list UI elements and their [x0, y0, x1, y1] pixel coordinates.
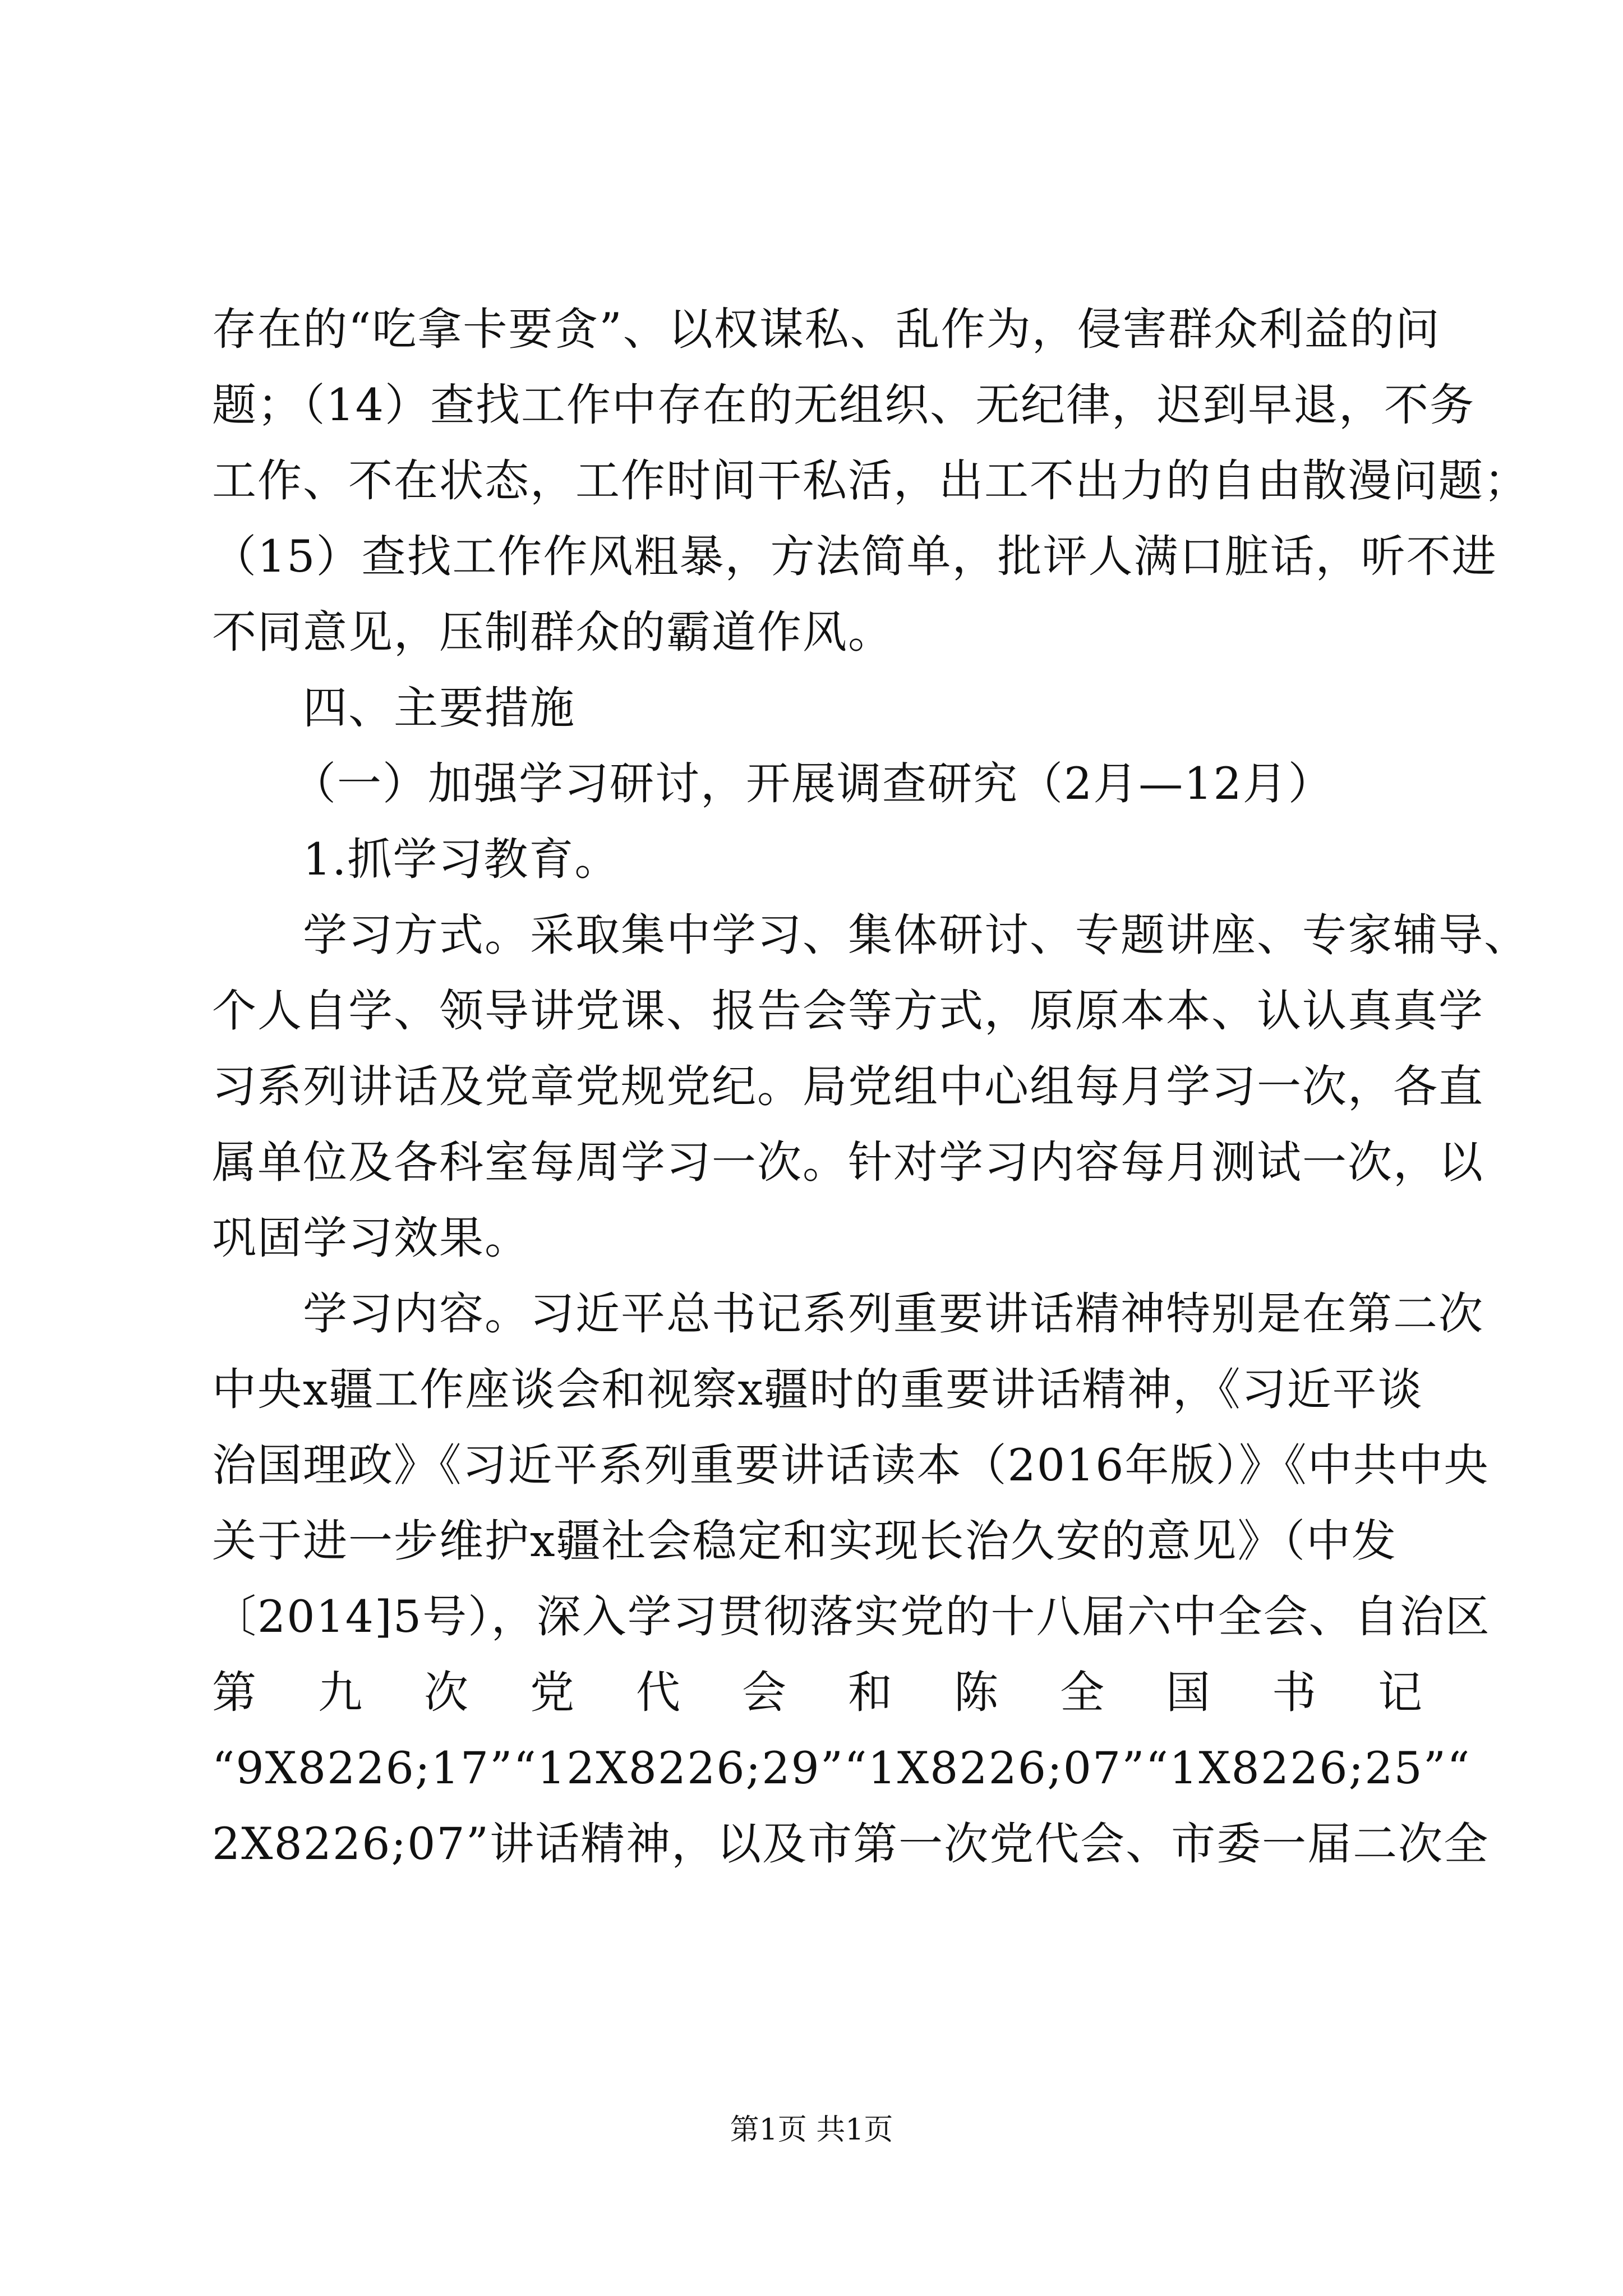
body-text-line-1: 存在的“吃拿卡要贪”、以权谋私、乱作为，侵害群众利益的问 [212, 303, 1441, 355]
spread-char: 陈 [954, 1667, 999, 1718]
paragraph-study-content-line-5: 〔2014]5号），深入学习贯彻落实党的十八届六中全会、自治区 [212, 1591, 1491, 1642]
spread-char: 国 [1166, 1667, 1211, 1718]
spread-char: 和 [848, 1667, 893, 1718]
paragraph-study-content-line-4: 关于进一步维护x疆社会稳定和实现长治久安的意见》（中发 [212, 1515, 1398, 1567]
body-text-line-5: 不同意见，压制群众的霸道作风。 [212, 606, 893, 658]
paragraph-study-content-line-8: 2X8226;07”讲话精神，以及市第一次党代会、市委一届二次全 [212, 1818, 1490, 1870]
spread-char: 九 [318, 1667, 363, 1718]
spread-char: 代 [636, 1667, 681, 1718]
spread-char: 记 [1378, 1667, 1423, 1718]
item-heading: 1.抓学习教育。 [303, 834, 620, 885]
paragraph-study-content-line-7: “9X8226;17”“12X8226;29”“1X8226;07”“1X8226;25”“ [212, 1742, 1471, 1794]
paragraph-study-content-line-6 [212, 1664, 1423, 1720]
paragraph-study-content-line-2: 中央x疆工作座谈会和视察x疆时的重要讲话精神，《习近平谈 [212, 1364, 1423, 1415]
paragraph-study-content-line-3: 治国理政》《习近平系列重要讲话读本（2016年版）》《中共中央 [212, 1439, 1490, 1491]
spread-char: 第 [212, 1667, 257, 1718]
section-heading: 四、主要措施 [303, 682, 575, 734]
spread-char: 会 [742, 1667, 787, 1718]
paragraph-study-method-line-2: 个人自学、领导讲党课、报告会等方式，原原本本、认认真真学 [212, 985, 1484, 1037]
body-text-line-3: 工作、不在状态，工作时间干私活，出工不出力的自由散漫问题； [212, 455, 1529, 507]
paragraph-study-method-line-4: 属单位及各科室每周学习一次。针对学习内容每月测试一次，以 [212, 1137, 1484, 1188]
spread-char: 党 [530, 1667, 575, 1718]
spread-char: 全 [1060, 1667, 1105, 1718]
paragraph-study-method-line-5: 巩固学习效果。 [212, 1212, 530, 1264]
body-text-line-4: （15）查找工作作风粗暴，方法简单，批评人满口脏话，听不进 [212, 531, 1497, 582]
spread-char: 次 [424, 1667, 469, 1718]
paragraph-study-content-line-1: 学习内容。习近平总书记系列重要讲话精神特别是在第二次 [303, 1288, 1484, 1340]
spread-char: 书 [1272, 1667, 1317, 1718]
subsection-heading: （一）加强学习研讨，开展调查研究（2月—12月） [292, 758, 1334, 809]
paragraph-study-method-line-1: 学习方式。采取集中学习、集体研讨、专题讲座、专家辅导、 [303, 909, 1529, 961]
paragraph-study-method-line-3: 习系列讲话及党章党规党纪。局党组中心组每月学习一次，各直 [212, 1061, 1484, 1112]
body-text-line-2: 题；（14）查找工作中存在的无组织、无纪律，迟到早退，不务 [212, 379, 1476, 431]
page-number-footer: 第1页 共1页 [730, 2113, 893, 2147]
